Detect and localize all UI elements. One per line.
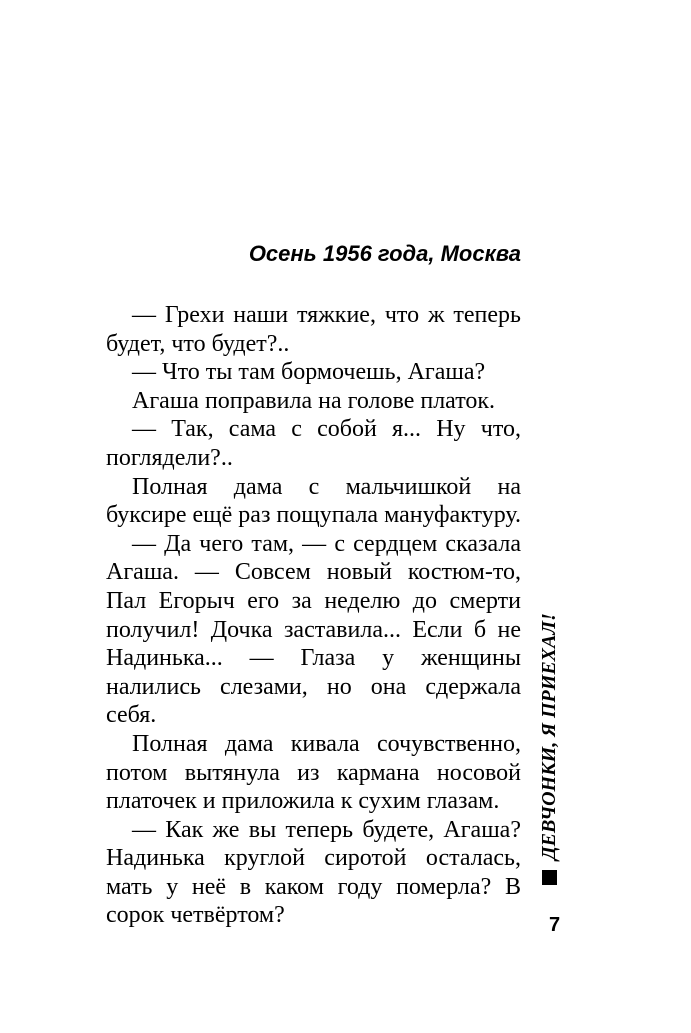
paragraph: — Грехи наши тяжкие, что ж теперь будет, что будет?.. <box>106 302 521 357</box>
running-head <box>534 613 564 885</box>
square-bullet-icon <box>542 870 557 885</box>
paragraph: Полная дама кивала сочувственно, потом вытянула из кармана носовой платочек и приложила к сухим глазам. <box>106 730 521 815</box>
paragraph: — Так, сама с собой я... Ну что, поглядели?.. <box>106 416 521 471</box>
chapter-heading: Осень 1956 года, Москва <box>248 241 521 266</box>
paragraph: Полная дама с мальчишкой на буксире ещё раз пощупала мануфактуру. <box>106 473 522 529</box>
paragraph: — Да чего там, — с сердцем сказала Агаша. — Совсем новый костюм-то, Пал Егорыч его за неделю до смерти получил! Дочка заставила... Если б не Надинька... — Глаза у женщины налились слезами, но она сдержала себя. <box>106 530 521 729</box>
body-text <box>106 301 521 930</box>
paragraph: — Что ты там бормочешь, Агаша? <box>132 359 486 386</box>
page-number: 7 <box>549 914 561 936</box>
running-head-title: ДЕВЧОНКИ, Я ПРИЕХАЛ! <box>537 613 560 860</box>
paragraph: Агаша поправила на голове платок. <box>132 387 496 414</box>
paragraph: — Как же вы теперь будете, Агаша? Надинька круглой сиротой осталась, мать у неё в каком году померла? В сорок четвёртом? <box>106 816 521 929</box>
